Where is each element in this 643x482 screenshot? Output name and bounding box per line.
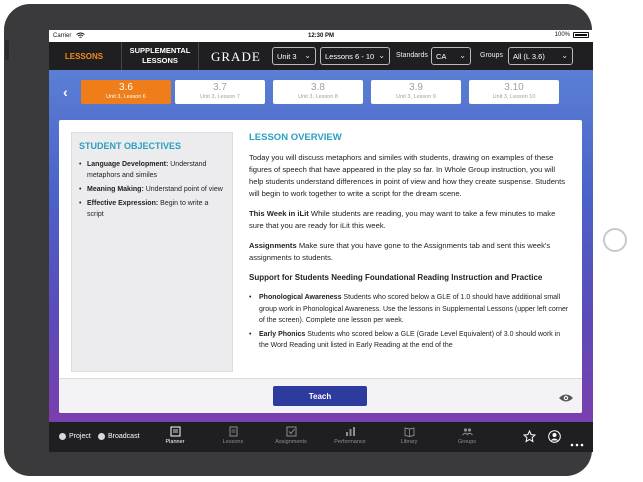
tab-label: Lessons bbox=[222, 439, 244, 445]
clock: 12:30 PM bbox=[307, 33, 334, 39]
lessons-select-value: Lessons 6 - 10 bbox=[325, 51, 375, 61]
chevron-down-icon: ⌄ bbox=[459, 51, 466, 60]
nav-supplemental-lessons[interactable] bbox=[121, 42, 199, 70]
objective-text: Understand metaphors and similes bbox=[87, 161, 207, 179]
lesson-tab-number: 3.7 bbox=[213, 82, 227, 93]
lesson-overview[interactable] bbox=[249, 132, 569, 377]
battery-icon bbox=[573, 32, 589, 38]
tab-label: Library bbox=[400, 439, 418, 445]
objective-text: Understand point of view bbox=[145, 186, 223, 193]
objective-label: Effective Expression: bbox=[87, 200, 159, 207]
home-button[interactable] bbox=[603, 228, 627, 252]
tab-assignments[interactable] bbox=[261, 426, 321, 445]
top-nav bbox=[49, 42, 593, 70]
objective-label: Language Development: bbox=[87, 161, 169, 168]
lesson-tab-3-7[interactable] bbox=[175, 80, 265, 104]
objective-item bbox=[79, 159, 225, 181]
standards-select[interactable] bbox=[431, 47, 471, 65]
chevron-down-icon: ⌄ bbox=[378, 51, 385, 60]
panel-footer bbox=[59, 378, 582, 413]
planner-icon bbox=[170, 426, 181, 437]
student-objectives bbox=[71, 132, 233, 372]
lesson-tab-3-6[interactable] bbox=[81, 80, 171, 104]
lesson-tab-number: 3.8 bbox=[311, 82, 325, 93]
tab-label: Groups bbox=[457, 439, 477, 445]
tab-label: Assignments bbox=[275, 439, 307, 445]
project-label: Project bbox=[69, 433, 91, 440]
carrier-label: Carrier bbox=[53, 33, 72, 39]
broadcast-option[interactable] bbox=[98, 433, 140, 440]
overview-title: LESSON OVERVIEW bbox=[249, 132, 342, 143]
library-icon bbox=[404, 426, 415, 437]
lesson-tab-subtitle: Unit 3, Lesson 6 bbox=[106, 94, 146, 100]
unit-select-value: Unit 3 bbox=[277, 51, 297, 61]
performance-icon bbox=[345, 426, 356, 437]
support-label: Phonological Awareness bbox=[259, 294, 342, 301]
grade-logo: GRADE bbox=[211, 49, 261, 64]
objective-item bbox=[79, 184, 225, 195]
standards-label: Standards bbox=[396, 52, 428, 59]
assignments-label: Assignments bbox=[249, 241, 297, 250]
chevron-down-icon: ⌄ bbox=[561, 51, 568, 60]
nav-lessons[interactable]: LESSONS bbox=[64, 51, 104, 61]
lesson-panel bbox=[59, 120, 582, 413]
nav-supplemental-line1: SUPPLEMENTAL bbox=[129, 46, 191, 55]
chevron-left-icon[interactable]: ‹ bbox=[63, 84, 68, 100]
more-icon[interactable] bbox=[570, 434, 584, 452]
bottom-bar bbox=[49, 422, 593, 452]
tab-groups[interactable] bbox=[437, 426, 497, 445]
support-item bbox=[249, 292, 569, 327]
lesson-tab-subtitle: Unit 3, Lesson 10 bbox=[492, 94, 536, 100]
tab-label: Planner bbox=[165, 439, 185, 445]
battery-status bbox=[555, 32, 589, 38]
ilit-text: While students are reading, you may want to take a few minutes to make sure that you are ready for iLit this week. bbox=[249, 209, 556, 230]
project-option[interactable] bbox=[59, 433, 91, 440]
nav-supplemental-line2: LESSONS bbox=[142, 56, 178, 65]
objectives-title: STUDENT OBJECTIVES bbox=[79, 141, 182, 151]
chevron-down-icon: ⌄ bbox=[304, 51, 311, 60]
tab-lessons[interactable] bbox=[203, 426, 263, 445]
overview-intro: Today you will discuss metaphors and similes with students, drawing on examples of these figures of speech that have appeared in the play so far. In Whole Group instruction, you will help students understand differences in point of view and how they create suspense. Students will begin to work together to write a script for the dream scene. bbox=[249, 153, 566, 198]
lessons-icon bbox=[228, 426, 239, 437]
groups-select-value: All (L 3.6) bbox=[513, 51, 545, 61]
objective-item bbox=[79, 198, 225, 220]
support-item bbox=[249, 329, 569, 352]
support-title: Support for Students Needing Foundational Reading Instruction and Practice bbox=[249, 273, 543, 282]
unit-select[interactable] bbox=[272, 47, 316, 65]
groups-label: Groups bbox=[480, 52, 503, 59]
battery-percent: 100% bbox=[554, 32, 570, 38]
lesson-tab-number: 3.6 bbox=[119, 82, 133, 93]
status-bar bbox=[49, 30, 593, 42]
side-button bbox=[5, 40, 9, 60]
screen bbox=[49, 30, 593, 452]
profile-icon[interactable] bbox=[548, 430, 561, 448]
lesson-tab-number: 3.9 bbox=[409, 82, 423, 93]
teach-button[interactable]: Teach bbox=[273, 386, 367, 406]
tab-performance[interactable] bbox=[320, 426, 380, 445]
radio-dot-icon bbox=[59, 433, 66, 440]
objective-label: Meaning Making: bbox=[87, 186, 144, 193]
lessons-select[interactable] bbox=[320, 47, 390, 65]
lesson-tab-3-10[interactable] bbox=[469, 80, 559, 104]
objective-text: Begin to write a script bbox=[87, 200, 209, 218]
radio-dot-icon bbox=[98, 433, 105, 440]
standards-select-value: CA bbox=[436, 51, 447, 61]
broadcast-label: Broadcast bbox=[108, 433, 140, 440]
support-text: Students who scored below a GLE (Grade Level Equivalent) of 3.0 should work in the Word Reading unit listed in Early Reading at the end of the bbox=[259, 330, 561, 349]
ilit-paragraph bbox=[249, 208, 569, 232]
eye-icon[interactable] bbox=[558, 390, 574, 400]
lesson-tab-subtitle: Unit 3, Lesson 7 bbox=[200, 94, 240, 100]
tab-library[interactable] bbox=[379, 426, 439, 445]
support-label: Early Phonics bbox=[259, 330, 306, 338]
lesson-tab-subtitle: Unit 3, Lesson 9 bbox=[396, 94, 436, 100]
assignments-text: Make sure that you have gone to the Assignments tab and sent this week's assignments to students. bbox=[249, 241, 551, 262]
assignments-paragraph bbox=[249, 240, 569, 264]
star-icon[interactable] bbox=[523, 430, 536, 448]
lesson-tab-3-8[interactable] bbox=[273, 80, 363, 104]
lesson-tab-subtitle: Unit 3, Lesson 8 bbox=[298, 94, 338, 100]
lesson-tab-number: 3.10 bbox=[504, 82, 524, 93]
lesson-tab-3-9[interactable] bbox=[371, 80, 461, 104]
tab-planner[interactable] bbox=[145, 426, 205, 445]
support-text: Students who scored below a GLE of 1.0 should have additional small group work in Phonological Awareness. Use the lessons in Supplemental Lessons (upper left corner of the screen). Complete one lesson per week. bbox=[259, 294, 569, 324]
assignments-icon bbox=[286, 426, 297, 437]
groups-select[interactable] bbox=[508, 47, 573, 65]
groups-icon bbox=[462, 426, 473, 437]
ilit-label: This Week in iLit bbox=[249, 209, 309, 218]
tab-label: Performance bbox=[334, 439, 366, 445]
lesson-tabs bbox=[49, 80, 593, 106]
main-content bbox=[49, 70, 593, 422]
